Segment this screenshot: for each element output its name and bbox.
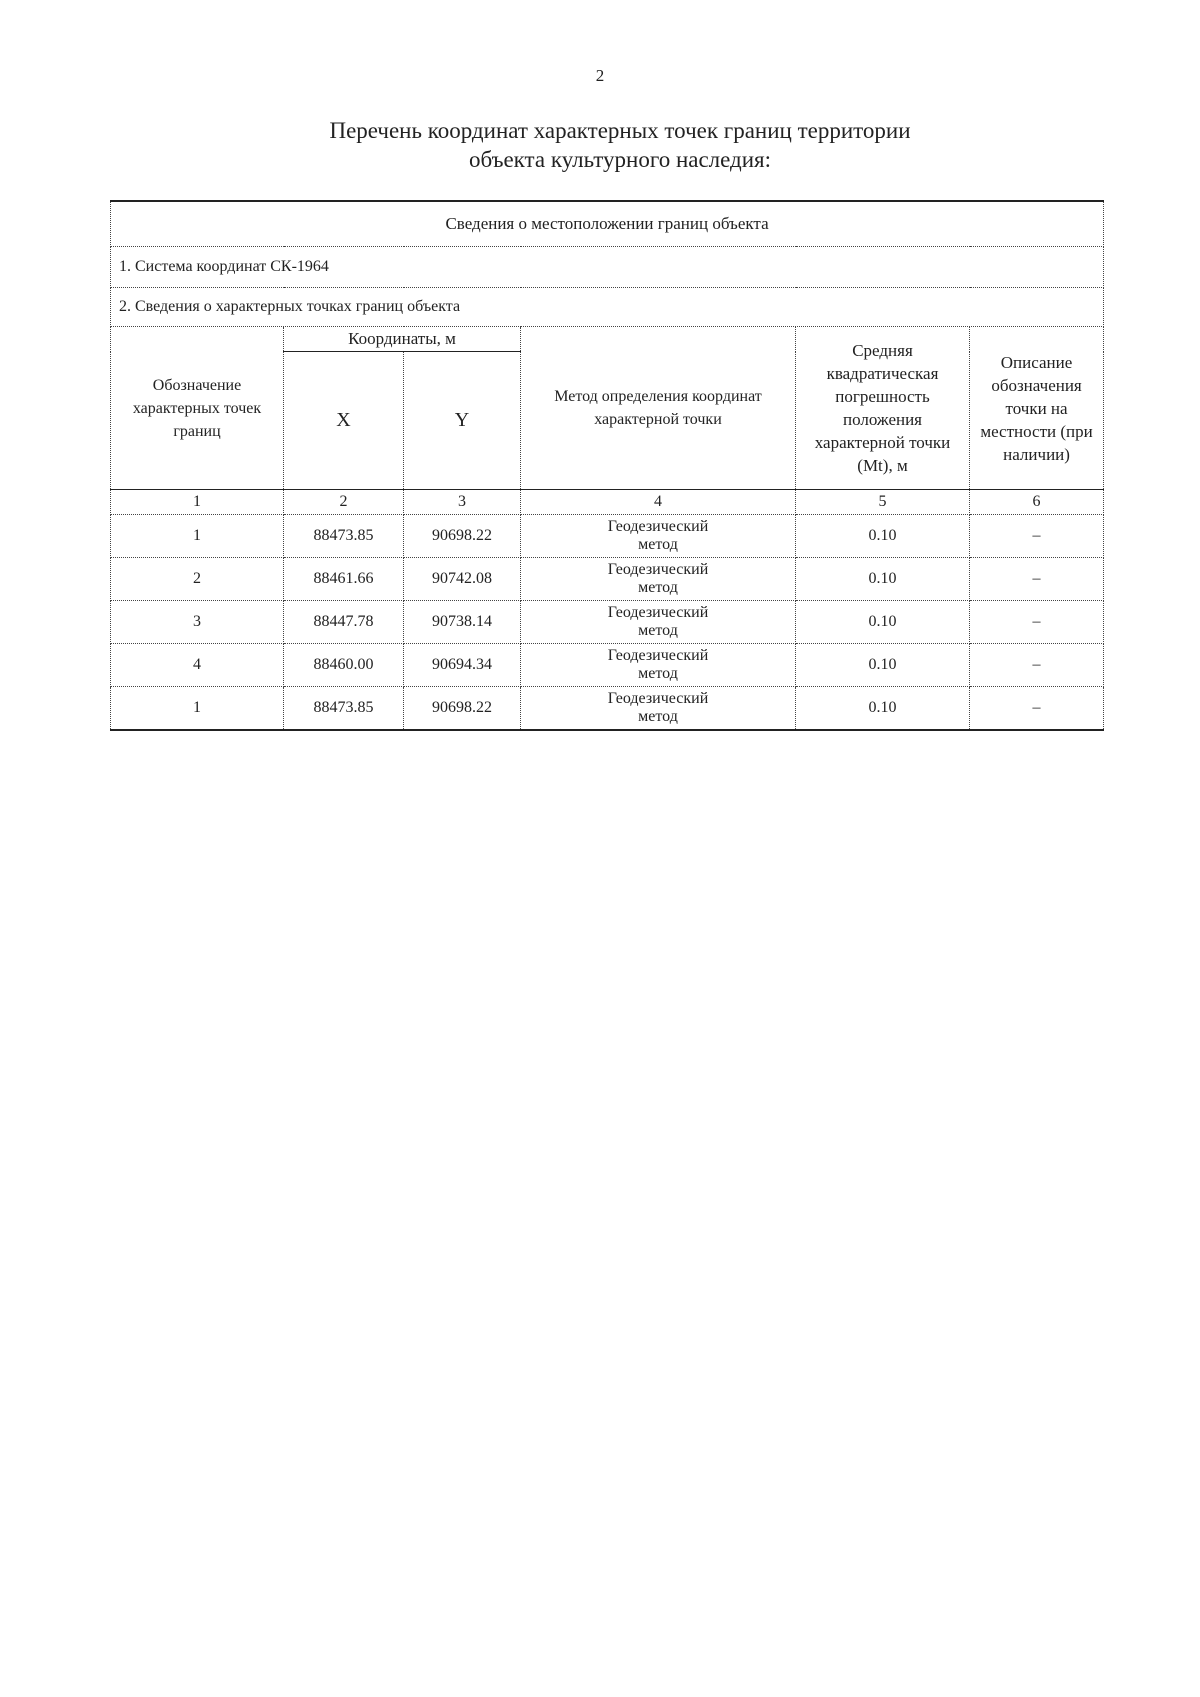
cell-method: Геодезический метод: [521, 644, 796, 687]
cell-x: 88460.00: [284, 644, 404, 687]
table-row: [111, 558, 1104, 601]
cell-description: –: [970, 515, 1104, 558]
cell-point: 1: [111, 687, 284, 731]
cell-point: 2: [111, 558, 284, 601]
table-row: [111, 644, 1104, 687]
cell-x: 88447.78: [284, 601, 404, 644]
header-mean-error-text: Средняя квадратическая погрешность положения характерной точки (Mt), м: [814, 341, 951, 475]
header-x: X: [284, 352, 404, 490]
cell-point: 4: [111, 644, 284, 687]
cell-method: Геодезический метод: [521, 687, 796, 731]
coordinate-system: 1. Система координат СК-1964: [111, 247, 1104, 288]
column-number: 4: [521, 490, 796, 515]
cell-y: 90742.08: [404, 558, 521, 601]
cell-description: –: [970, 601, 1104, 644]
cell-error: 0.10: [796, 558, 970, 601]
cell-description: –: [970, 558, 1104, 601]
cell-y: 90698.22: [404, 687, 521, 731]
cell-method: Геодезический метод: [521, 515, 796, 558]
table-row: [111, 515, 1104, 558]
cell-method: Геодезический метод: [521, 601, 796, 644]
column-number: 3: [404, 490, 521, 515]
cell-point: 3: [111, 601, 284, 644]
column-number: 5: [796, 490, 970, 515]
table-row: [111, 687, 1104, 731]
cell-error: 0.10: [796, 601, 970, 644]
header-point-designation: Обозначение характерных точек границ: [111, 327, 284, 490]
coordinates-table: [110, 200, 1104, 731]
header-mean-error: [796, 327, 970, 490]
cell-method: Геодезический метод: [521, 558, 796, 601]
header-coordinates: Координаты, м: [284, 327, 521, 352]
table-banner: Сведения о местоположении границ объекта: [111, 201, 1104, 247]
cell-description: –: [970, 644, 1104, 687]
header-description: Описание обозначения точки на местности (при наличии): [970, 327, 1104, 490]
cell-description: –: [970, 687, 1104, 731]
table-row: [111, 601, 1104, 644]
cell-y: 90694.34: [404, 644, 521, 687]
document-title: [0, 116, 1200, 174]
column-number: 1: [111, 490, 284, 515]
page-number: 2: [595, 66, 605, 85]
header-y: Y: [404, 352, 521, 490]
title-line-1: Перечень координат характерных точек границ территории: [329, 118, 911, 143]
header-method: Метод определения координат характерной точки: [521, 327, 796, 490]
title-line-2: объекта культурного наследия:: [468, 147, 772, 172]
column-number: 6: [970, 490, 1104, 515]
cell-x: 88473.85: [284, 515, 404, 558]
cell-error: 0.10: [796, 644, 970, 687]
cell-x: 88461.66: [284, 558, 404, 601]
cell-point: 1: [111, 515, 284, 558]
points-heading: 2. Сведения о характерных точках границ объекта: [111, 288, 1104, 327]
cell-error: 0.10: [796, 687, 970, 731]
cell-y: 90698.22: [404, 515, 521, 558]
cell-x: 88473.85: [284, 687, 404, 731]
column-number: 2: [284, 490, 404, 515]
cell-error: 0.10: [796, 515, 970, 558]
cell-y: 90738.14: [404, 601, 521, 644]
